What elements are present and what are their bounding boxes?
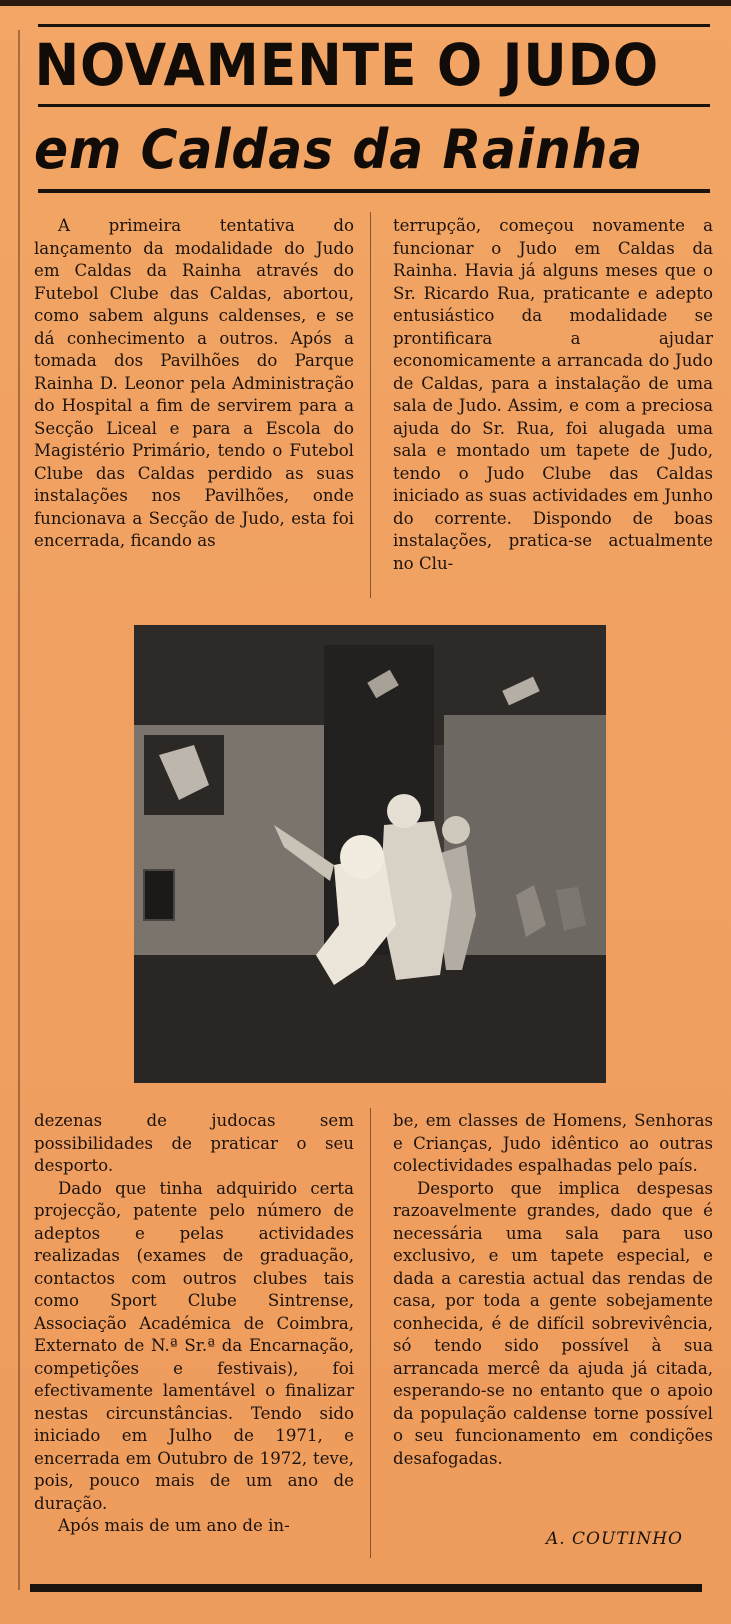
article-column-4 xyxy=(393,1110,713,1550)
author-byline: A. COUTINHO xyxy=(545,1529,683,1549)
headline-top-rule xyxy=(38,24,710,27)
column-divider-bottom xyxy=(370,1108,371,1558)
article-paragraph: A primeira tentativa do lançamento da modalidade do Judo em Caldas da Rainha através do Futebol Clube das Caldas, abortou, como sabem alguns caldenses, e se dá conhecimento a outros. Após a tomada dos Pavilhões do Parque Rainha D. Leonor pela Administração do Hospital a fim de servirem para a Secção Liceal e para a Escola do Magistério Primário, tendo o Futebol Clube das Caldas perdido as suas instalações nos Pavilhões, onde funcionava a Secção de Judo, esta foi encerrada, ficando as xyxy=(34,216,354,550)
article-column-2 xyxy=(393,215,713,595)
headline-bottom-rule xyxy=(38,189,710,193)
judo-photo xyxy=(134,625,606,1083)
headline-middle-rule xyxy=(38,104,710,107)
article-paragraph: Dado que tinha adquirido certa projecção, patente pelo número de adeptos e pelas actividades realizadas (exames de graduação, contactos com outros clubes tais como Sport Clube Sintrense, Associação Académica de Coimbra, Externato de N.ª Sr.ª da Encarnação, competições e festivais), foi efectivamente lamentável o finalizar nestas circunstâncias. Tendo sido iniciado em Julho de 1971, e encerrada em Outubro de 1972, teve, pois, pouco mais de um ano de duração. xyxy=(34,1178,354,1513)
article-column-3 xyxy=(34,1110,354,1550)
article-paragraph: terrupção, começou novamente a funcionar o Judo em Caldas da Rainha. Havia já alguns meses que o Sr. Ricardo Rua, praticante e adepto entusiástico da modalidade se prontificara a ajudar economicamente a arrancada do Judo de Caldas, para a instalação de uma sala de Judo. Assim, e com a preciosa ajuda do Sr. Rua, foi alugada uma sala e montado um tapete de Judo, tendo o Judo Clube das Caldas iniciado as suas actividades em Junho do corrente. Dispondo de boas instalações, pratica-se actualmente no Clu- xyxy=(393,216,713,573)
bottom-border-rule xyxy=(30,1584,702,1592)
headline-line-1: NOVAMENTE O JUDO xyxy=(34,31,660,99)
column-divider-top xyxy=(370,212,371,598)
article-paragraph: Desporto que implica despesas razoavelmente grandes, dado que é necessária uma sala para uso exclusivo, e um tapete especial, e dada a carestia actual das rendas de casa, por toda a gente sobejamente conhecida, é de difícil sobrevivência, só tendo sido possível à sua arrancada mercê da ajuda já citada, esperando-se no entanto que o apoio da população caldense torne possível o seu funcionamento em condições desafogadas. xyxy=(393,1178,713,1468)
headline-line-2: em Caldas da Rainha xyxy=(34,118,644,181)
article-column-1 xyxy=(34,215,354,595)
article-paragraph: dezenas de judocas sem possibilidades de praticar o seu desporto. xyxy=(34,1111,354,1175)
top-border-rule xyxy=(0,0,731,6)
article-paragraph: Após mais de um ano de in- xyxy=(58,1516,290,1535)
left-margin-rule xyxy=(18,30,20,1590)
article-paragraph: be, em classes de Homens, Senhoras e Crianças, Judo idêntico ao outras colectividades espalhadas pelo país. xyxy=(393,1111,713,1175)
